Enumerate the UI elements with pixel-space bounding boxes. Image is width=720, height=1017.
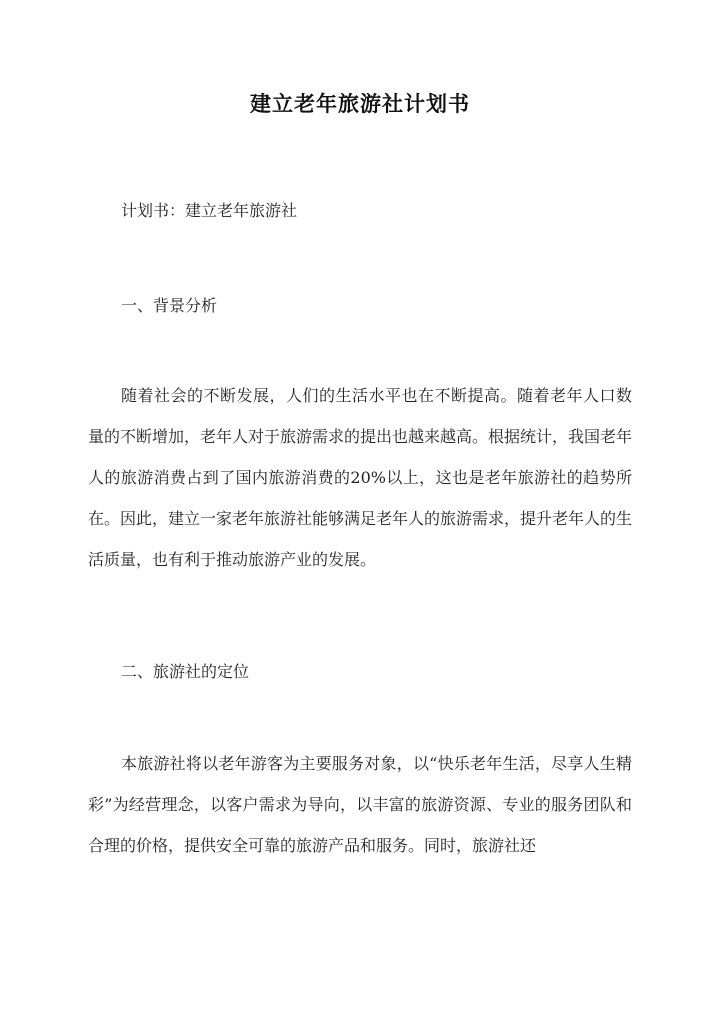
plan-subtitle: 计划书：建立老年旅游社: [121, 201, 298, 220]
section-paragraph-positioning: 本旅游社将以老年游客为主要服务对象，以“快乐老年生活，尽享人生精彩”为经营理念，以客户需求为导向，以丰富的旅游资源、专业的服务团队和合理的价格，提供安全可靠的旅游产品和服务。同时，旅游社还: [88, 754, 632, 855]
section-heading-background: 一、背景分析: [121, 296, 218, 315]
section-paragraph-background: 随着社会的不断发展，人们的生活水平也在不断提高。随着老年人口数量的不断增加，老年人对于旅游需求的提出也越来越高。根据统计，我国老年人的旅游消费占到了国内旅游消费的20%以上，这也是老年旅游社的趋势所在。因此，建立一家老年旅游社能够满足老年人的旅游需求，提升老年人的生活质量，也有利于推动旅游产业的发展。: [88, 386, 633, 569]
document-title: 建立老年旅游社计划书: [250, 91, 470, 116]
section-heading-positioning: 二、旅游社的定位: [121, 662, 250, 681]
